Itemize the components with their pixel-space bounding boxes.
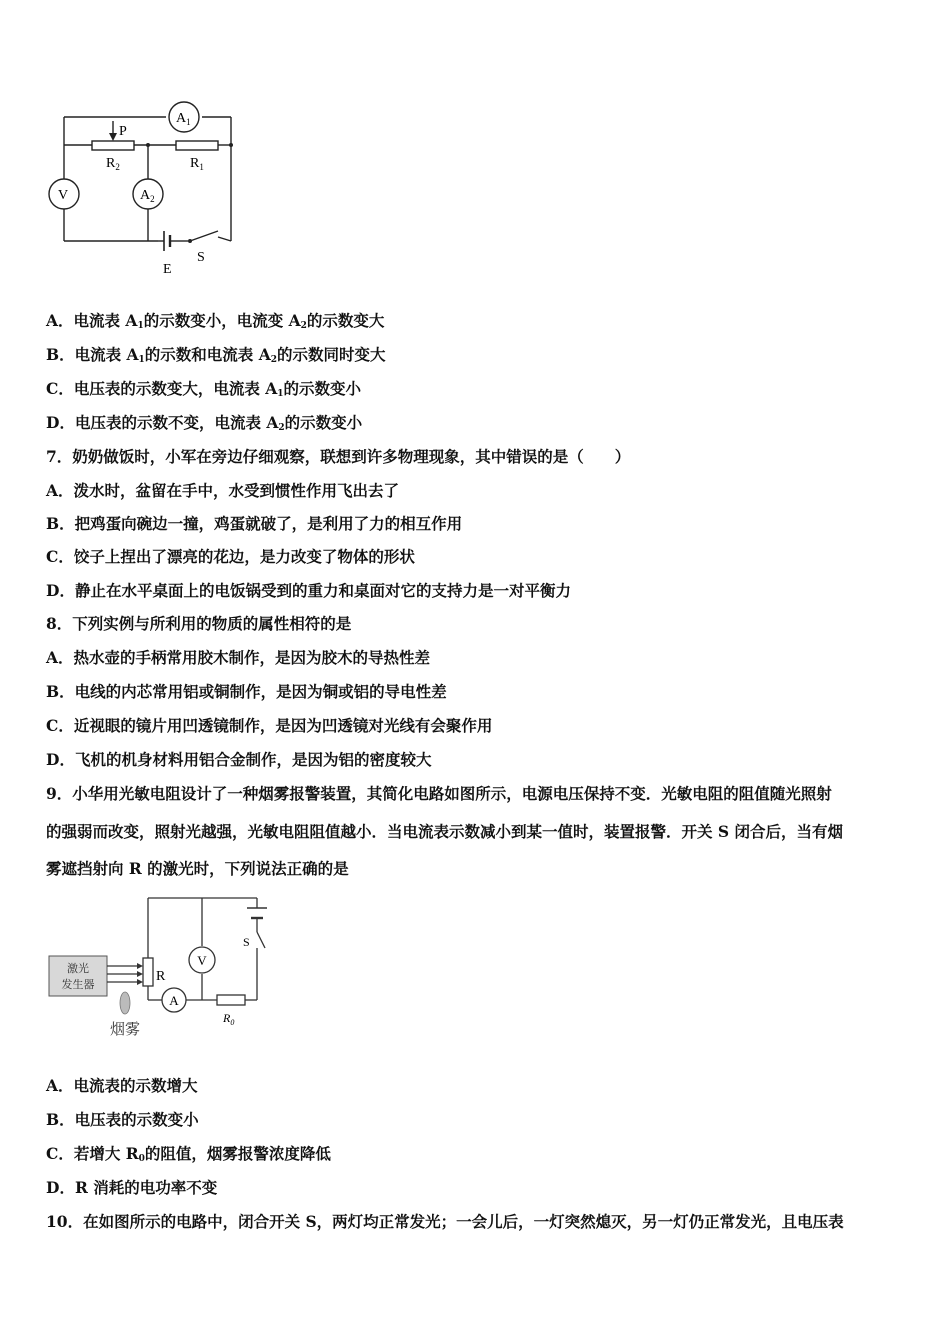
q6-option-b: B．电流表 $A_1$的示数和电流表 $A_2$的示数同时变大 [46, 345, 386, 365]
q8-option-c: C．近视眼的镜片用凹透镜制作，是因为凹透镜对光线有会聚作用 [46, 716, 493, 735]
q9-stem-line-1: 9．小华用光敏电阻设计了一种烟雾报警装置，其简化电路如图所示，电源电压保持不变．光敏电阻的阻值随光照射 [46, 784, 832, 803]
svg-text:R0: $R_0$ [223, 1011, 235, 1027]
svg-text:R1: $R_1$ [190, 156, 204, 172]
circuit-diagram-smoke-alarm [45, 890, 281, 1040]
q8-stem: 8．下列实例与所利用的物质的属性相符的是 [46, 614, 352, 633]
q9-option-a: A．电流表的示数增大 [46, 1076, 198, 1095]
q8-option-a: A．热水壶的手柄常用胶木制作，是因为胶木的导热性差 [46, 648, 431, 667]
q7-option-c: C．饺子上捏出了漂亮的花边，是力改变了物体的形状 [46, 547, 415, 566]
q7-option-a: A．泼水时，盆留在手中，水受到惯性作用飞出去了 [46, 481, 400, 500]
q7-option-d: D．静止在水平桌面上的电饭锅受到的重力和桌面对它的支持力是一对平衡力 [46, 581, 571, 600]
label-r2: R [106, 156, 116, 171]
circuit-diagram-1 [40, 95, 250, 280]
label-v: V [58, 188, 69, 203]
label-r1: R [190, 156, 200, 171]
q10-stem: 10．在如图所示的电路中，闭合开关 S，两灯均正常发光；一会儿后，一灯突然熄灭，另一灯仍正常发光，且电压表 [46, 1212, 844, 1231]
label-r: R [156, 969, 166, 984]
label-e: E [163, 262, 172, 277]
q9-stem-line-3: 雾遮挡射向 R 的激光时，下列说法正确的是 [46, 859, 349, 878]
q9-option-c: C．若增大 $R_0$的阻值，烟雾报警浓度降低 [46, 1144, 331, 1164]
svg-text:A2: $A_2$ [140, 188, 155, 204]
q6-option-d: D．电压表的示数不变，电流表 $A_2$的示数变小 [46, 413, 363, 433]
q9-stem-line-2: 的强弱而改变，照射光越强，光敏电阻阻值越小．当电流表示数减小到某一值时，装置报警．开关 S 闭合后，当有烟 [46, 822, 843, 841]
q9-option-d: D．R 消耗的电功率不变 [46, 1178, 218, 1197]
smoke-label: 烟雾 [109, 1020, 141, 1038]
smoke-icon [120, 992, 130, 1014]
label-s: S [243, 935, 250, 949]
svg-text:A1: $A_1$ [176, 111, 191, 127]
label-v: V [197, 953, 207, 968]
laser-label-2: 发生器 [61, 978, 95, 991]
q6-option-a: A．电流表 $A_1$的示数变小，电流变 $A_2$的示数变大 [46, 311, 385, 331]
svg-text:R2: $R_2$ [106, 156, 120, 172]
q6-option-c: C．电压表的示数变大，电流表 $A_1$的示数变小 [46, 379, 362, 399]
label-a: A [169, 993, 179, 1008]
label-r0: R [223, 1011, 231, 1025]
q8-option-d: D．飞机的机身材料用铝合金制作，是因为铝的密度较大 [46, 750, 432, 769]
q7-option-b: B．把鸡蛋向碗边一撞，鸡蛋就破了，是利用了力的相互作用 [46, 514, 463, 533]
q8-option-b: B．电线的内芯常用铝或铜制作，是因为铜或铝的导电性差 [46, 682, 447, 701]
label-a2: A [140, 188, 151, 203]
q9-option-b: B．电压表的示数变小 [46, 1110, 199, 1129]
label-p: P [119, 124, 127, 139]
label-a1: A [176, 111, 187, 126]
laser-label-1: 激光 [67, 962, 89, 975]
label-s: S [197, 250, 205, 265]
q7-stem: 7．奶奶做饭时，小军在旁边仔细观察，联想到许多物理现象，其中错误的是（ ） [46, 447, 631, 466]
